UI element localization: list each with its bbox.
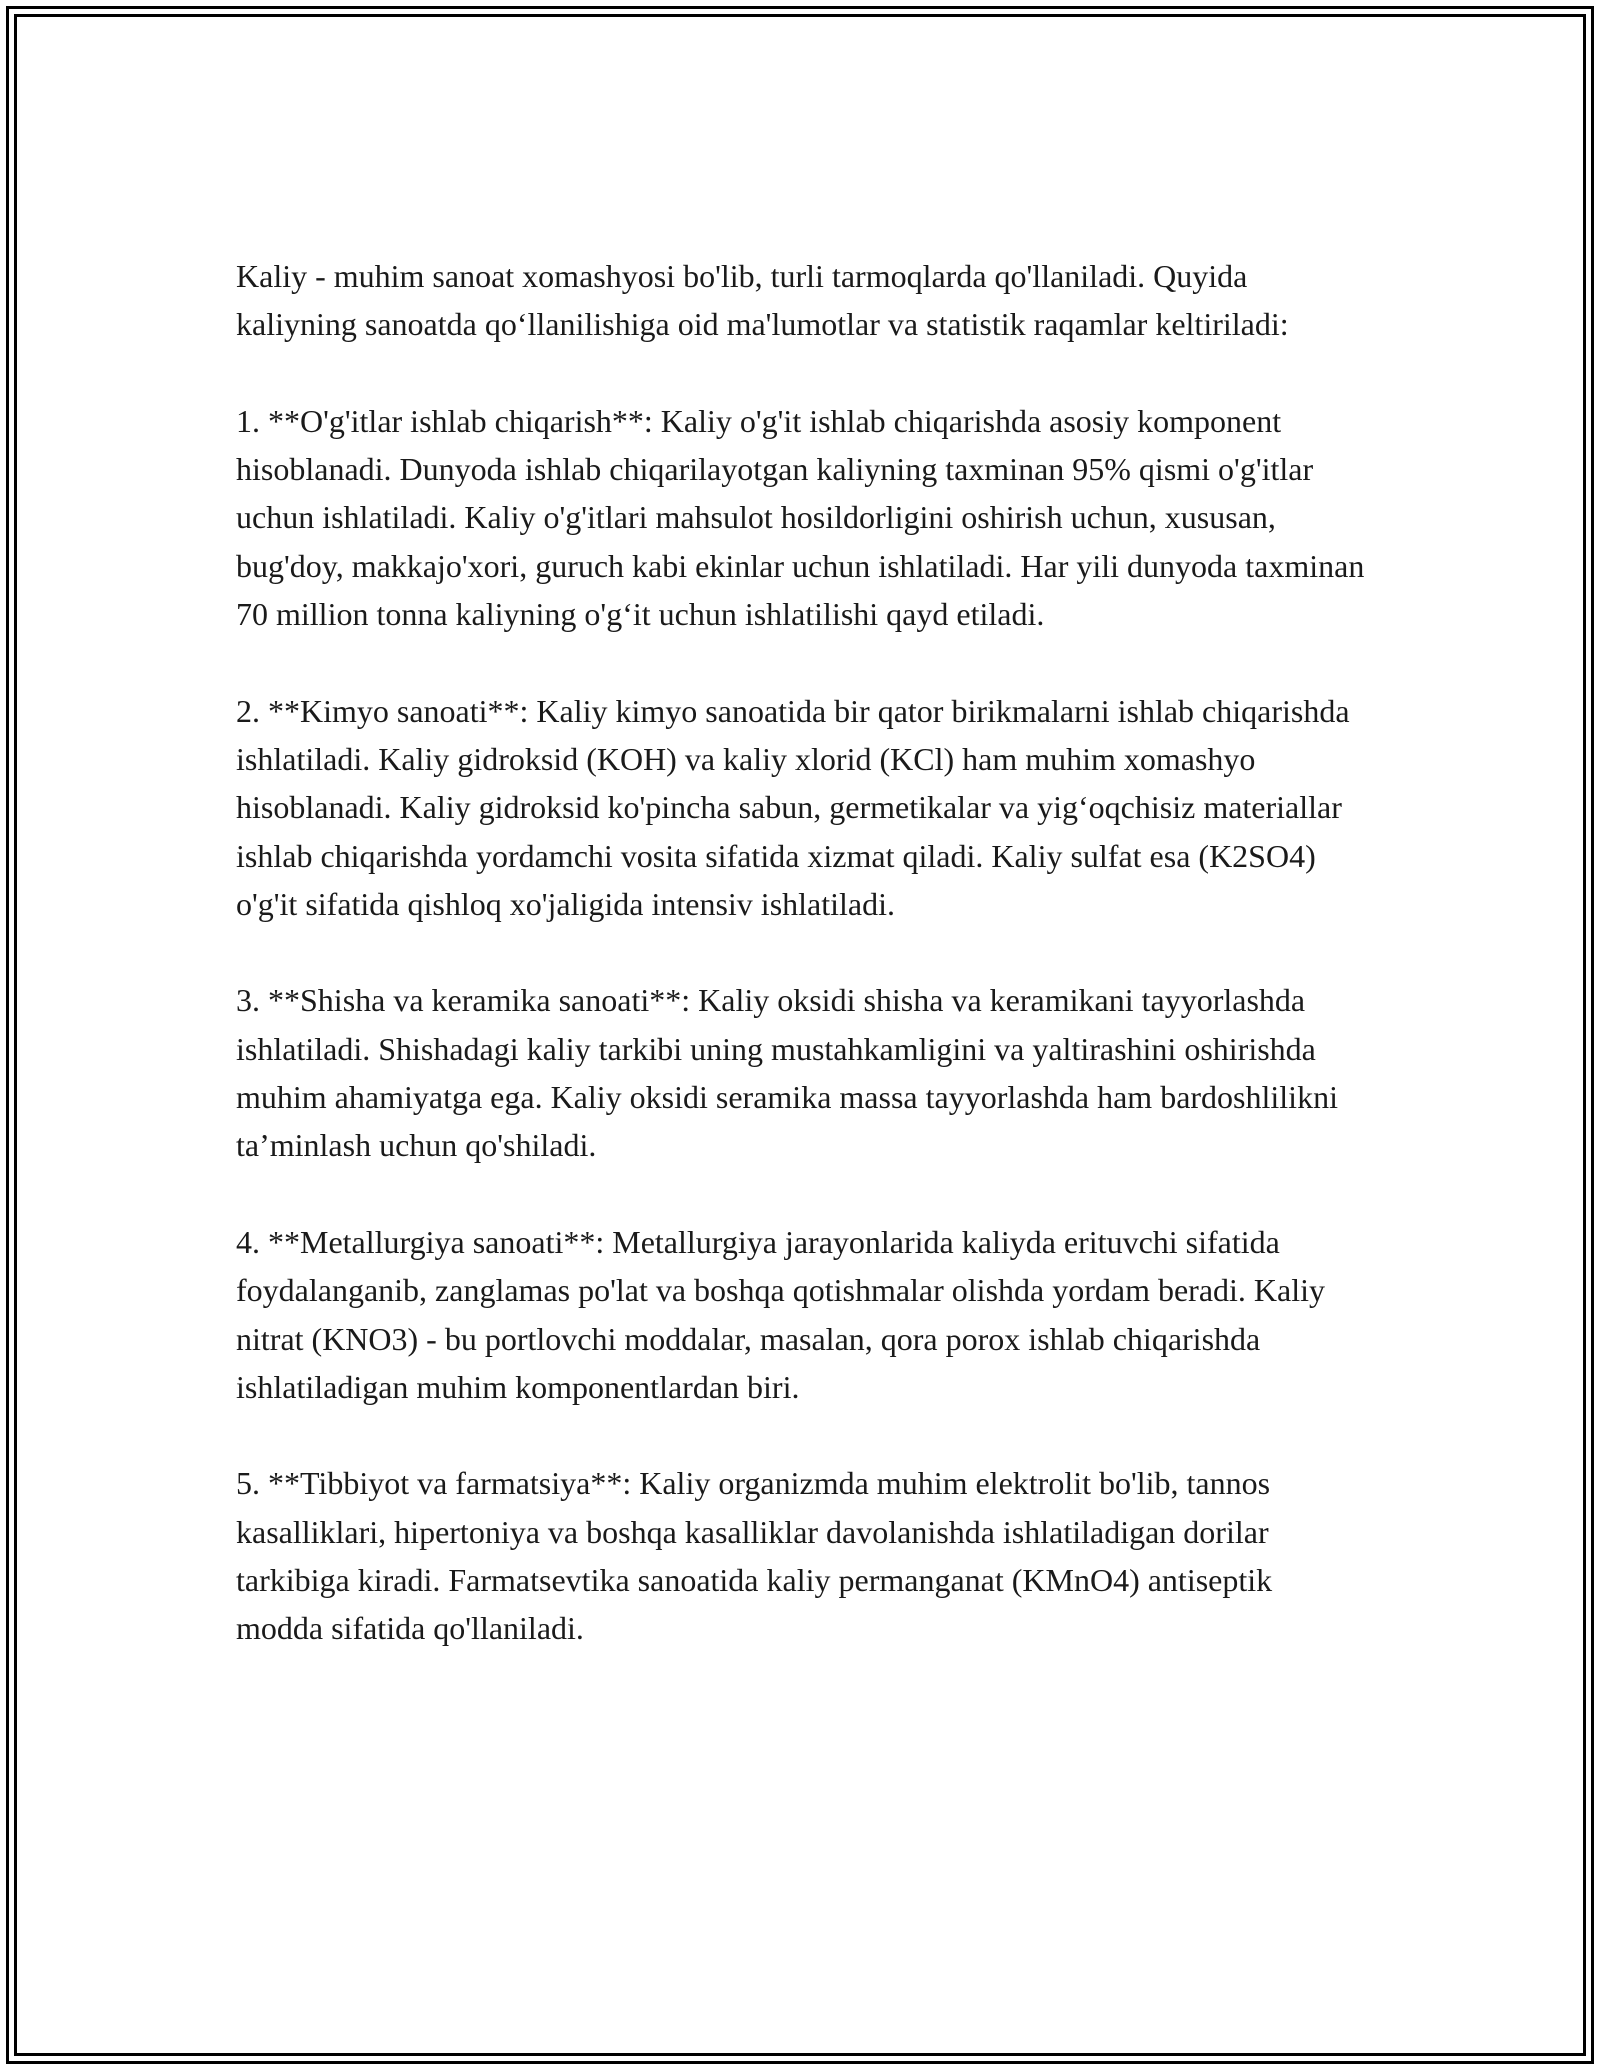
document-body bbox=[236, 252, 1366, 1701]
section-medicine-pharmacy: 5. **Tibbiyot va farmatsiya**: Kaliy organizmda muhim elektrolit bo'lib, tannos kasalliklari, hipertoniya va boshqa kasalliklar davolanishda ishlatiladigan dorilar tarkibiga kiradi. Farmatsevtika sanoatida kaliy permanganat (KMnO4) antiseptik modda sifatida qo'llaniladi. bbox=[236, 1465, 1273, 1647]
section-glass-ceramics: 3. **Shisha va keramika sanoati**: Kaliy oksidi shisha va keramikani tayyorlashda ishlatiladi. Shishadagi kaliy tarkibi uning mustahkamligini va yaltirashini oshirishda muhim ahamiyatga ega. Kaliy oksidi seramika massa tayyorlashda ham bardoshlilikni ta’minlash uchun qo'shiladi. bbox=[236, 982, 1338, 1164]
section-metallurgy: 4. **Metallurgiya sanoati**: Metallurgiya jarayonlarida kaliyda erituvchi sifatida foydalanganib, zanglamas po'lat va boshqa qotishmalar olishda yordam beradi. Kaliy nitrat (KNO3) - bu portlovchi moddalar, masalan, qora porox ishlab chiqarishda ishlatiladigan muhim komponentlardan biri. bbox=[236, 1223, 1326, 1405]
section-fertilizers: 1. **O'g'itlar ishlab chiqarish**: Kaliy o'g'it ishlab chiqarishda asosiy komponent hisoblanadi. Dunyoda ishlab chiqarilayotgan kaliyning taxminan 95% qismi o'g'itlar uchun ishlatiladi. Kaliy o'g'itlari mahsulot hosildorligini oshirish uchun, xususan, bug'doy, makkajo'xori, guruch kabi ekinlar uchun ishlatiladi. Har yili dunyoda taxminan 70 million tonna kaliyning o'g‘it uchun ishlatilishi qayd etiladi. bbox=[236, 402, 1365, 633]
intro-paragraph: Kaliy - muhim sanoat xomashyosi bo'lib, turli tarmoqlarda qo'llaniladi. Quyida kaliyning sanoatda qo‘llanilishiga oid ma'lumotlar va statistik raqamlar keltiriladi: bbox=[236, 258, 1289, 343]
section-chemical-industry: 2. **Kimyo sanoati**: Kaliy kimyo sanoatida bir qator birikmalarni ishlab chiqarishda ishlatiladi. Kaliy gidroksid (KOH) va kaliy xlorid (KCl) ham muhim xomashyo hisoblanadi. Kaliy gidroksid ko'pincha sabun, germetikalar va yig‘oqchisiz materiallar ishlab chiqarishda yordamchi vosita sifatida xizmat qiladi. Kaliy sulfat esa (K2SO4) o'g'it sifatida qishloq xo'jaligida intensiv ishlatiladi. bbox=[236, 692, 1350, 922]
